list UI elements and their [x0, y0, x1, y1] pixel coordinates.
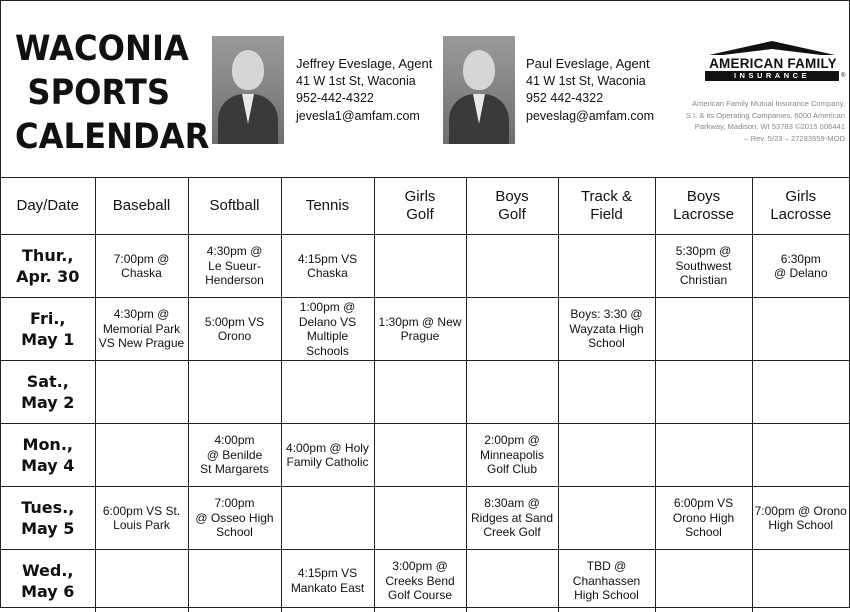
logo-brand: AMERICAN FAMILY	[709, 56, 837, 71]
event-cell	[655, 298, 752, 361]
agent-name: Paul Eveslage, Agent	[526, 56, 650, 71]
event-cell	[466, 298, 558, 361]
event-cell: TBD @ Chanhassen High School	[558, 550, 655, 612]
title-line-3: CALENDAR	[15, 117, 210, 157]
ad-header	[1, 1, 849, 177]
event-cell: 6:00pm VS Orono High School	[655, 487, 752, 550]
event-cell	[655, 550, 752, 612]
event-cell: 5:00pm VS Orono	[188, 298, 281, 361]
event-cell: 6:00pm VS St. Louis Park	[95, 487, 188, 550]
event-cell	[466, 235, 558, 298]
event-cell	[752, 424, 849, 487]
title-line-1: WACONIA	[15, 29, 189, 69]
event-cell: Boys: 3:30 @ Wayzata High School	[558, 298, 655, 361]
event-cell: 4:30pm @ Le Sueur- Henderson	[188, 235, 281, 298]
day-date-cell: Sat., May 2	[1, 361, 95, 424]
disclaimer	[661, 98, 845, 144]
event-cell	[374, 424, 466, 487]
disclaimer-line: – Rev. 5/23 – 27283559-MOD	[744, 133, 845, 143]
event-cell: 4:15pm VS Mankato East	[281, 550, 374, 612]
event-cell	[558, 487, 655, 550]
event-cell	[466, 550, 558, 612]
event-cell: 2:00pm @ Minneapolis Golf Club	[466, 424, 558, 487]
logo-reg: ®	[841, 73, 846, 79]
event-cell	[558, 361, 655, 424]
event-cell	[558, 424, 655, 487]
event-cell: 6:30pm @ Delano	[752, 235, 849, 298]
header-track-field: Track & Field	[558, 178, 655, 235]
day-date-cell: Wed., May 6	[1, 550, 95, 612]
event-cell	[188, 361, 281, 424]
event-cell	[188, 550, 281, 612]
agent-address: 41 W 1st St, Waconia	[526, 73, 646, 88]
day-date-cell: Tues., May 5	[1, 487, 95, 550]
disclaimer-line: American Family Mutual Insurance Company,	[691, 99, 845, 108]
table-row	[1, 235, 849, 298]
event-cell	[466, 361, 558, 424]
day-date-cell: Fri., May 1	[1, 298, 95, 361]
logo-sub: INSURANCE	[705, 71, 839, 81]
event-cell	[558, 235, 655, 298]
table-row	[1, 298, 849, 361]
agent-name: Jeffrey Eveslage, Agent	[296, 56, 433, 71]
header-tennis: Tennis	[281, 178, 374, 235]
event-cell	[95, 424, 188, 487]
event-cell	[752, 298, 849, 361]
event-cell: 4:30pm @ Memorial Park VS New Prague	[95, 298, 188, 361]
event-cell: 1:30pm @ New Prague	[374, 298, 466, 361]
event-cell	[95, 361, 188, 424]
disclaimer-line: S.I. & its Operating Companies, 6000 American	[685, 110, 845, 120]
event-cell	[655, 424, 752, 487]
header-boys-lacrosse: Boys Lacrosse	[655, 178, 752, 235]
event-cell	[281, 487, 374, 550]
event-cell: 7:00pm @ Osseo High School	[188, 487, 281, 550]
header-boys-golf: Boys Golf	[466, 178, 558, 235]
event-cell	[752, 361, 849, 424]
agent-photo-jeffrey	[212, 36, 284, 144]
schedule-table	[1, 177, 849, 612]
event-cell	[95, 550, 188, 612]
american-family-logo	[703, 41, 845, 83]
event-cell: 4:15pm VS Chaska	[281, 235, 374, 298]
disclaimer-line: Parkway, Madison, WI 53783 ©2015 006441	[694, 122, 845, 131]
agent-email: peveslаg@amfam.com	[526, 108, 655, 123]
day-date-cell: Mon., May 4	[1, 424, 95, 487]
event-cell: 7:00pm @ Orono High School	[752, 487, 849, 550]
calendar-title	[15, 27, 210, 159]
event-cell: 4:00pm @ Benilde St Margarets	[188, 424, 281, 487]
event-cell: 4:00pm @ Holy Family Catholic	[281, 424, 374, 487]
header-baseball: Baseball	[95, 178, 188, 235]
agent-address: 41 W 1st St, Waconia	[296, 73, 416, 88]
agent-info-paul	[526, 55, 654, 125]
event-cell	[374, 235, 466, 298]
header-girls-lacrosse: Girls Lacrosse	[752, 178, 849, 235]
event-cell: 8:30am @ Ridges at Sand Creek Golf	[466, 487, 558, 550]
event-cell	[374, 487, 466, 550]
agent-email: jevesla1@amfam.com	[296, 108, 420, 123]
header-softball: Softball	[188, 178, 281, 235]
table-row	[1, 487, 849, 550]
table-row	[1, 361, 849, 424]
table-row	[1, 550, 849, 612]
agent-photo-paul	[443, 36, 515, 144]
event-cell	[374, 361, 466, 424]
event-cell	[281, 361, 374, 424]
agent-info-jeffrey	[296, 55, 432, 125]
agent-phone: 952-442-4322	[296, 91, 374, 105]
event-cell	[655, 361, 752, 424]
event-cell	[752, 550, 849, 612]
table-row	[1, 424, 849, 487]
agent-phone: 952 442-4322	[526, 91, 604, 105]
event-cell: 3:00pm @ Creeks Bend Golf Course	[374, 550, 466, 612]
table-header-row	[1, 178, 849, 235]
header-girls-golf: Girls Golf	[374, 178, 466, 235]
day-date-cell: Thur., Apr. 30	[1, 235, 95, 298]
event-cell: 1:00pm @ Delano VS Multiple Schools	[281, 298, 374, 361]
event-cell: 7:00pm @ Chaska	[95, 235, 188, 298]
header-day-date: Day/Date	[1, 178, 95, 235]
title-line-2: SPORTS	[27, 73, 171, 113]
event-cell: 5:30pm @ Southwest Christian	[655, 235, 752, 298]
